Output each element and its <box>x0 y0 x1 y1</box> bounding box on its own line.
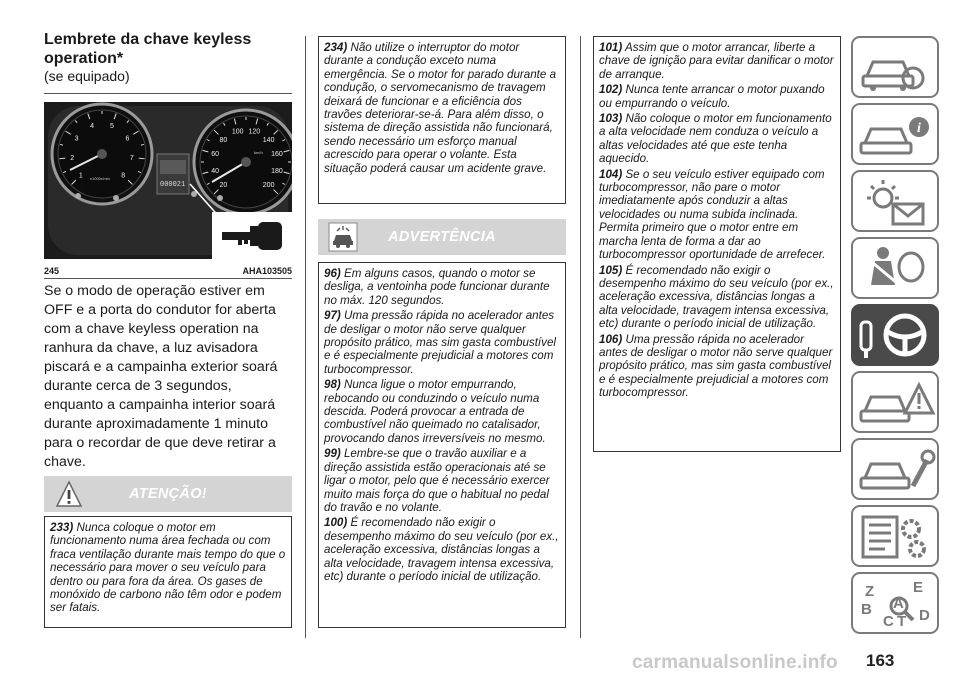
notice-number: 96) <box>324 267 341 280</box>
gauge-tick <box>60 144 63 145</box>
notice-text: Em alguns casos, quando o motor se desliga, a ventoinha pode funcionar durante no máx. 120 segundos. <box>324 267 550 307</box>
chapter-tab-8[interactable] <box>851 505 939 567</box>
specs-gears-icon <box>853 507 937 565</box>
gauge-number: 100 <box>231 128 244 136</box>
notice-item <box>599 112 835 166</box>
index-letter: T <box>897 613 907 630</box>
key-steering-wheel-icon <box>853 306 937 364</box>
chapter-tab-4[interactable] <box>851 237 939 299</box>
index-letter: Z <box>865 583 875 600</box>
notice-number: 233) <box>50 521 74 534</box>
index-letters-icon <box>853 574 937 632</box>
notice-text: Nunca coloque o motor em funcionamento numa área fechada ou com fraca ventilação durante mais tempo do que o necessário para mover o seu veículo para dentro ou para fora da área. Os gases de monóxido de carbono não têm odor e podem ser fatais. <box>50 521 286 615</box>
figure-number: 245 <box>44 266 60 276</box>
notice-item <box>599 333 835 400</box>
notice-text: É recomendado não exigir o desempenho máximo do seu veículo (por ex., aceleração excessiva, distâncias longas a alta velocidade, travagem intensa excessiva, etc) durante o período inicial de utilização. <box>324 516 559 583</box>
notice-item <box>324 516 560 583</box>
notice-item <box>599 264 835 331</box>
notice-number: 97) <box>324 309 341 323</box>
advertencia-bar <box>318 219 566 255</box>
notice-item <box>599 41 835 81</box>
notice-item <box>324 447 560 514</box>
speed-unit: km/h <box>254 150 263 155</box>
section-subtitle: (se equipado) <box>44 68 130 84</box>
index-letter: E <box>913 579 924 596</box>
notice-item <box>324 41 560 175</box>
chapter-tab-3[interactable] <box>851 170 939 232</box>
notice-number: 103) <box>599 112 623 126</box>
index-letter: C <box>883 613 894 630</box>
figure-rule <box>44 278 292 279</box>
index-letter: D <box>919 607 930 624</box>
notice-text: Lembre-se que o travão auxiliar e a direção assistida estão operacionais até se ligar o motor, pelo que é necessário exercer muito mais força do que o habitual no pedal do travão e no volante. <box>324 447 550 514</box>
gauge-number: 1 <box>78 172 83 180</box>
gauge-number: 7 <box>129 154 134 162</box>
gauge-number: 5 <box>109 123 114 131</box>
attention-box <box>44 516 292 628</box>
notice-number: 98) <box>324 378 341 392</box>
gauge-number: 3 <box>74 135 79 143</box>
gauge-number: 40 <box>211 167 219 175</box>
gauge-tick <box>139 158 145 159</box>
chapter-tab-9[interactable] <box>851 572 939 634</box>
gauge-number: 4 <box>90 123 95 131</box>
svg-text:i: i <box>917 121 921 136</box>
notice-number: 99) <box>324 447 341 461</box>
notice-text: Não utilize o interruptor do motor durante a condução exceto numa emergência. Se o motor for parado durante a condução, o servomecanismo de travagem deixará de funcionar e a eficiência dos travões deteriorar-se-á. Para além disso, o sistema de direção assistida não funcionará, sendo necessário um esforço manual acrescido para operar o volante. Esta situação poderá causar um acidente grave. <box>324 41 557 175</box>
odometer-readout: 000021 <box>160 181 186 189</box>
notice-text: Nunca ligue o motor empurrando, rebocando ou conduzindo o veículo numa descida. Poderá provocar a entrada de combustível não queimado no catalisador, provocando danos irreversíveis no mesmo. <box>324 378 546 445</box>
gauge-number: 2 <box>70 154 75 162</box>
gauge-number: 80 <box>219 136 228 144</box>
advertencia-box <box>318 262 566 628</box>
body-paragraph: Se o modo de operação estiver em OFF e a porta do condutor for aberta com a chave keyless operation na ranhura da chave, a luz avisadora piscará e a campainha exterior soará durante cerca de 3 segundos, enquanto a campainha interior soará durante aproximadamente 1 minuto para o recordar de que deve retirar a chave. <box>44 283 278 470</box>
column-rule-1 <box>305 36 306 638</box>
gauge-tick <box>59 158 65 159</box>
attention-bar <box>44 476 292 512</box>
chapter-tab-6[interactable] <box>851 371 939 433</box>
car-wrench-icon <box>853 440 937 498</box>
cluster-illustration <box>44 102 292 259</box>
notice-text: Assim que o motor arrancar, liberte a chave de ignição para evitar danificar o motor de arranque. <box>599 41 834 81</box>
notice-item <box>324 267 560 307</box>
car-info-icon <box>853 105 937 163</box>
notice-item <box>324 378 560 445</box>
notice-item <box>324 309 560 376</box>
notice-number: 106) <box>599 332 623 346</box>
chapter-tab-2[interactable] <box>851 103 939 165</box>
warning-box-234 <box>318 36 566 204</box>
gauge-number: 120 <box>248 128 261 136</box>
gauge-number: 8 <box>121 172 126 180</box>
figure-code: AHA103505 <box>242 266 292 276</box>
advertencia-label: ADVERTÊNCIA <box>388 229 496 245</box>
title-rule <box>44 93 292 94</box>
gauge-number: 20 <box>219 182 228 190</box>
car-dashboard-icon <box>853 38 937 96</box>
chapter-tab-7[interactable] <box>851 438 939 500</box>
column-rule-2 <box>580 36 581 638</box>
notice-number: 102) <box>599 83 623 97</box>
gauge-number: 180 <box>271 167 283 175</box>
page-number: 163 <box>866 651 895 670</box>
notice-item <box>50 521 286 615</box>
chapter-tab-1[interactable] <box>851 36 939 98</box>
notice-number: 104) <box>599 167 623 181</box>
notice-text: Não coloque o motor em funcionamento a alta velocidade nem conduza o veículo a altas velocidades até que este tenha aquecido. <box>599 112 832 166</box>
notice-item <box>599 168 835 262</box>
lights-envelope-icon <box>853 172 937 230</box>
notice-text: Nunca tente arrancar o motor puxando ou empurrando o veículo. <box>599 83 825 110</box>
section-title: Lembrete da chave keyless operation* <box>44 31 252 67</box>
instrument-cluster-figure <box>44 102 292 259</box>
advertencia-box-continued <box>593 36 841 452</box>
car-warning-icon <box>853 373 937 431</box>
gauge-number: 160 <box>271 151 283 159</box>
gauge-number: 200 <box>262 182 275 190</box>
notice-number: 101) <box>599 41 623 54</box>
gauge-tick <box>141 144 144 145</box>
notice-text: Se o seu veículo estiver equipado com turbocompressor, não pare o motor imediatamente após conduzir a altas velocidades ou numa subida inclinada. Permita primeiro que o motor entre em marcha lenta de forma a dar ao turbocompressor oportunidade de arrefecer. <box>599 167 826 262</box>
notice-number: 105) <box>599 263 623 277</box>
notice-text: É recomendado não exigir o desempenho máximo do seu veículo (por ex., aceleração excessiva, distâncias longas a alta velocidade, travagem intensa excessiva, etc) durante o período inicial de utilização. <box>599 263 834 331</box>
notice-number: 100) <box>324 516 348 530</box>
notice-text: Uma pressão rápida no acelerador antes de desligar o motor não serve qualquer propósito prático, mas sim gasta combustível e é especialmente prejudicial a motores com turbocompressor. <box>599 332 833 400</box>
index-letter: A <box>893 595 904 612</box>
gauge-number: 140 <box>262 136 275 144</box>
gauge-number: 60 <box>211 151 219 159</box>
chapter-tab-5[interactable] <box>851 304 939 366</box>
notice-item <box>599 83 835 110</box>
attention-label: ATENÇÃO! <box>129 486 207 502</box>
index-letter: B <box>861 601 872 618</box>
tach-unit: x1000r/min <box>90 176 110 181</box>
notice-number: 234) <box>324 41 348 54</box>
gauge-number: 6 <box>125 135 130 143</box>
notice-text: Uma pressão rápida no acelerador antes de desligar o motor não serve qualquer propósito prático, mas sim gasta combustível e é especialmente prejudicial a motores com turbocompressor. <box>324 309 556 376</box>
watermark: carmanualsonline.info <box>632 652 838 673</box>
airbag-seatbelt-icon <box>853 239 937 297</box>
